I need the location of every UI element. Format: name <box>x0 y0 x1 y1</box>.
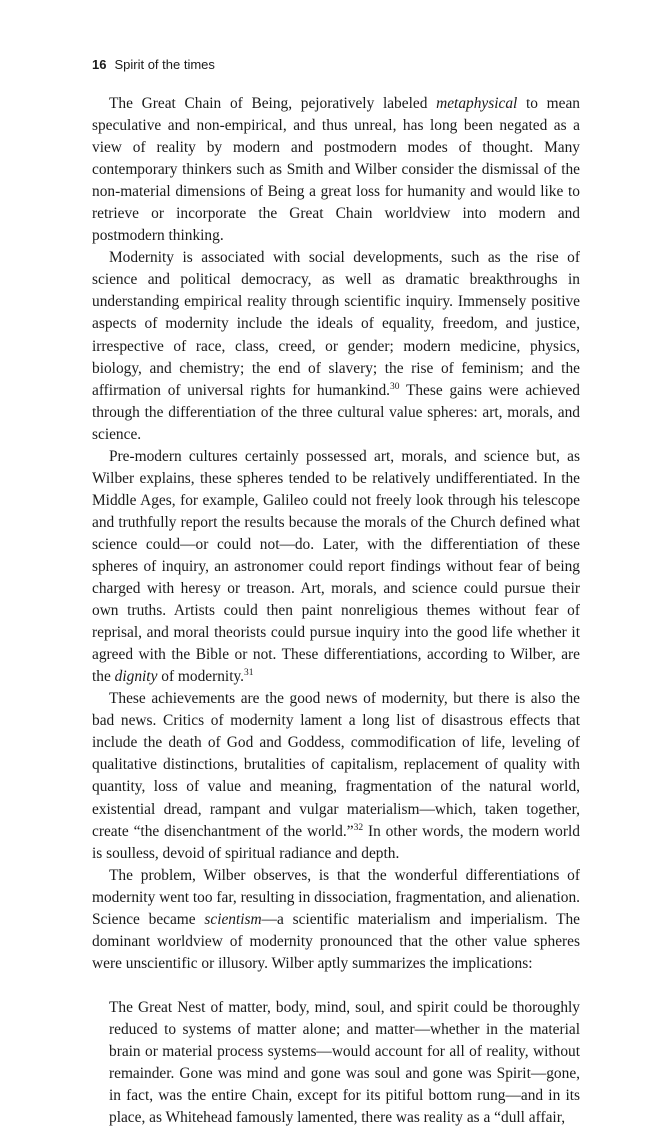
text-run: Pre-modern cultures certainly possessed art, morals, and science but, as Wilber explains, these spheres tended to be relatively undifferentiated. In the Middle Ages, for example, Galileo could not freely look through his telescope and truthfully report the results because the morals of the Church defined what science could—or could not—do. Later, with the differentiation of these spheres of inquiry, an astronomer could report findings without fear of being charged with heresy or treason. Art, morals, and science could pursue their own truths. Artists could then paint nonreligious themes without fear of reprisal, and moral theorists could pursue inquiry into the good life whether it agreed with the Bible or not. These differentiations, according to Wilber, are the <box>92 447 580 686</box>
text-run: —a scientific materialism and imperialism. The dominant worldview of modernity pronounced that the other value spheres were unscientific or illusory. Wilber aptly summarizes the implications: <box>92 910 580 972</box>
text-run: These achievements are the good news of modernity, but there is also the bad news. Critics of modernity lament a long list of disastrous effects that include the death of God and Goddess, commodification of life, leveling of qualitative distinctions, brutalities of capitalism, replacement of quality with quantity, loss of value and meaning, fragmentation of the natural world, existential dread, rampant and vulgar materialism—which, taken together, create “the disenchantment of the world.” <box>92 690 580 840</box>
paragraph-2 <box>92 247 580 445</box>
running-head <box>92 57 215 72</box>
paragraph-5 <box>92 865 580 975</box>
text-run: These gains were achieved through the differentiation of the three cultural value spheres: art, morals, and science. <box>92 381 581 443</box>
text-run: The Great Chain of Being, pejoratively labeled <box>109 95 437 112</box>
text-run: of modernity. <box>157 668 245 686</box>
footnote-marker[interactable]: 30 <box>390 381 400 392</box>
paragraph-4 <box>92 688 580 864</box>
footnote-marker[interactable]: 31 <box>244 668 254 679</box>
paragraph-1 <box>92 93 580 247</box>
text-run: In other words, the modern world is soulless, devoid of spiritual radiance and depth. <box>92 822 580 862</box>
italic-term: metaphysical <box>436 95 518 112</box>
running-title: Spirit of the times <box>114 57 215 72</box>
paragraph-3 <box>92 446 580 689</box>
page-number: 16 <box>92 57 107 72</box>
text-run: Modernity is associated with social developments, such as the rise of science and political democracy, as well as dramatic breakthroughs in understanding empirical reality through scientific inquiry. Immensely positive aspects of modernity include the ideals of equality, freedom, and justice, irrespective of race, class, creed, or gender; modern medicine, physics, biology, and chemistry; the end of slavery; the rise of feminism; and the affirmation of universal rights for humankind. <box>92 249 580 399</box>
text-run: to mean speculative and non-empirical, and thus unreal, has long been negated as a view of reality by modern and postmodern modes of thought. Many contemporary thinkers such as Smith and Wilber consider the dismissal of the non-material dimensions of Being a great loss for humanity and would like to retrieve or incorporate the Great Chain worldview into modern and postmodern thinking. <box>92 95 580 245</box>
italic-term: scientism <box>204 910 262 928</box>
text-run: The problem, Wilber observes, is that the wonderful differentiations of modernity went too far, resulting in dissociation, fragmentation, and alienation. Science became <box>92 866 580 928</box>
body-text <box>92 93 580 1129</box>
footnote-marker[interactable]: 32 <box>353 822 364 833</box>
italic-term: dignity <box>114 668 158 686</box>
block-quote: The Great Nest of matter, body, mind, soul, and spirit could be thoroughly reduced to systems of matter alone; and matter—whether in the material brain or material process systems—would account for all of reality, without remainder. Gone was mind and gone was soul and gone was Spirit—gone, in fact, was the entire Chain, except for its pitiful bottom rung—and in its place, as Whitehead famously lamented, there was reality as a “dull affair, <box>109 998 580 1127</box>
